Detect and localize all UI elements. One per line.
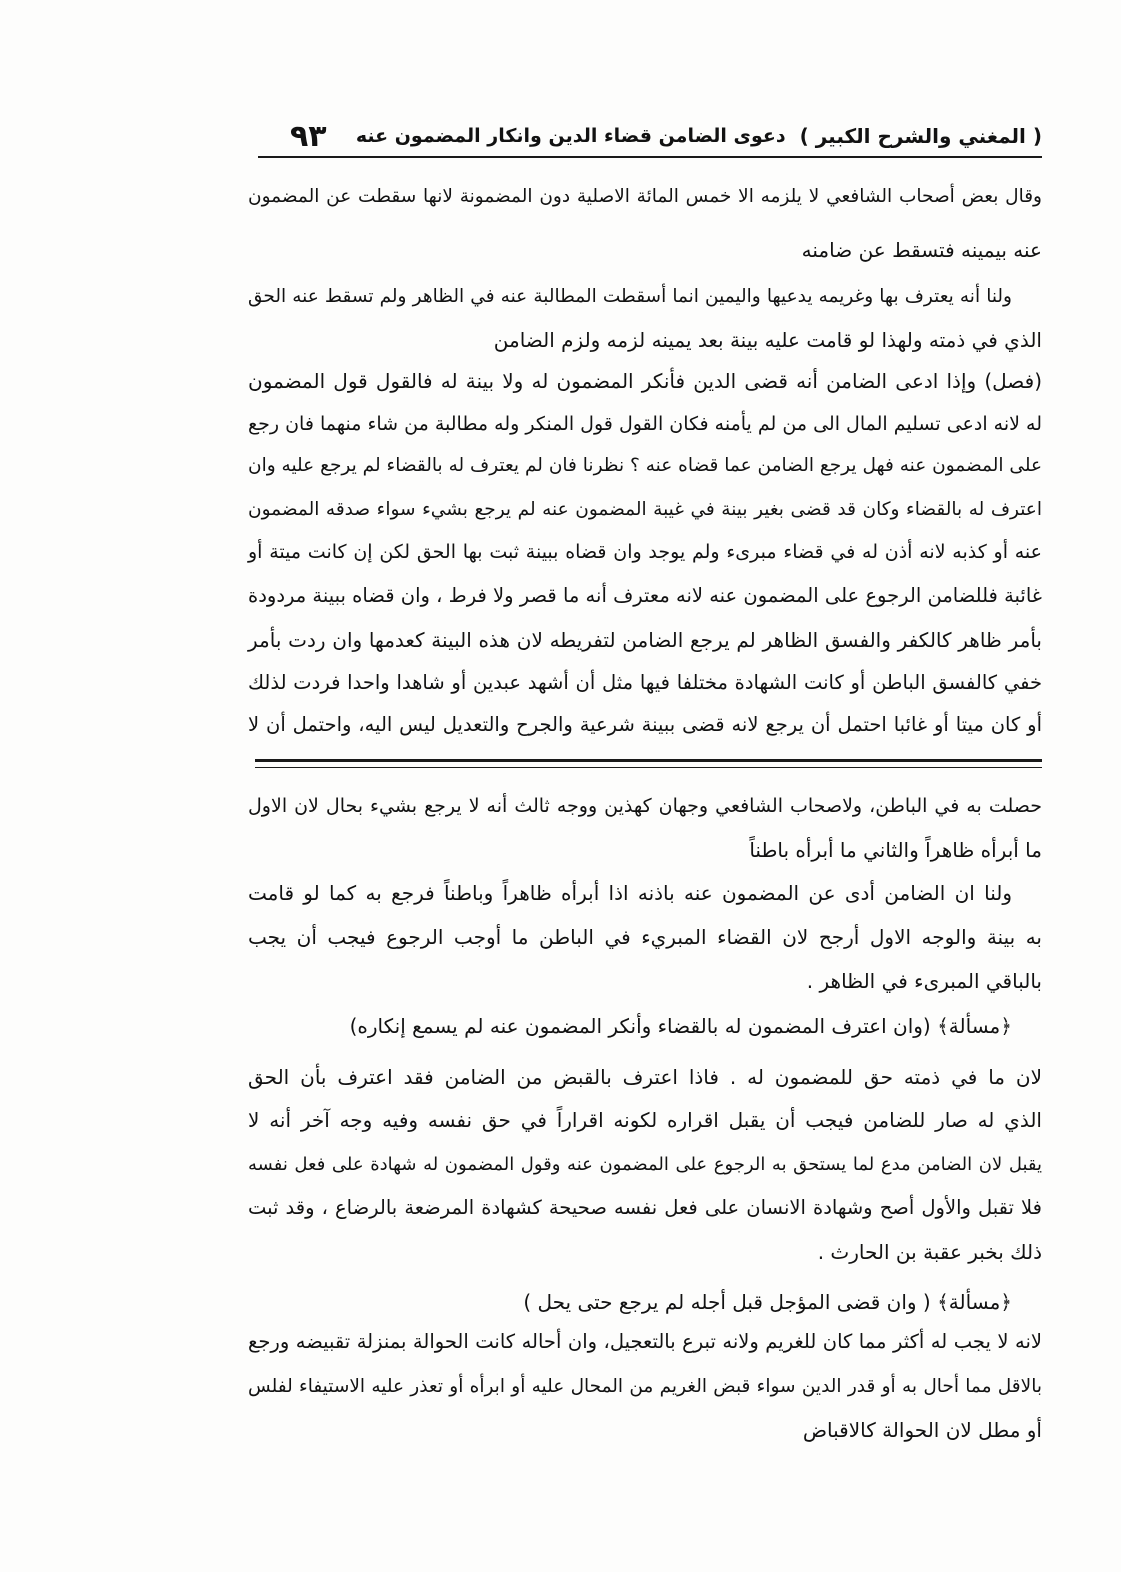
upper-text-line: الذي في ذمته ولهذا لو قامت عليه بينة بعد يمينه لزمه ولزم الضامن	[493, 328, 1042, 352]
upper-text-line: وقال بعض أصحاب الشافعي لا يلزمه الا خمس المائة الاصلية دون المضمونة لانها سقطت عن المضمون	[248, 186, 1042, 207]
upper-text-line: أو كان ميتا أو غائبا احتمل أن يرجع لانه قضى ببينة شرعية والجرح والتعديل ليس اليه، واحتمل أن لا	[248, 713, 1042, 736]
upper-text-line: غائبة فللضامن الرجوع على المضمون عنه لانه معترف أنه ما قصر ولا فرط ، وان قضاه ببينة مردودة	[248, 584, 1042, 607]
upper-text-line: له لانه ادعى تسليم المال الى من لم يأمنه فكان القول قول المنكر وله مطالبة من شاء منهما فان رجع	[248, 413, 1042, 435]
lower-text-line: يقبل لان الضامن مدع لما يستحق به الرجوع على المضمون عنه وقول المضمون له شهادة على فعل نفسه	[248, 1154, 1042, 1175]
lower-text-line: الذي له صار للضامن فيجب أن يقبل اقراره لكونه اقراراً في حق نفسه وفيه وجه آخر أنه لا	[248, 1108, 1042, 1132]
section-title: دعوى الضامن قضاء الدين وانكار المضمون عنه	[355, 125, 786, 147]
upper-text-line: (فصل) وإذا ادعى الضامن أنه قضى الدين فأنكر المضمون له ولا بينة له فالقول قول المضمون	[248, 369, 1042, 393]
upper-text-line: عنه أو كذبه لانه أذن له في قضاء مبرىء ولم يوجد وان قضاه ببينة ثبت بها الحق لكن إن كانت ميتة أو	[248, 541, 1042, 563]
upper-text-line: خفي كالفسق الباطن أو كانت الشهادة مختلفا فيها مثل أن أشهد عبدين أو شاهدا واحدا فردت لذلك	[248, 671, 1042, 694]
mas-ala-heading: ﴿مسألة﴾ ( وان قضى المؤجل قبل أجله لم يرجع حتى يحل )	[523, 1290, 1012, 1314]
lower-text-line: به بينة والوجه الاول أرجح لان القضاء المبريء في الباطن ما أوجب الرجوع فيجب أن يجب	[248, 925, 1042, 949]
lower-text-line: أو مطل لان الحوالة كالاقباض	[802, 1418, 1042, 1442]
upper-text-line: عنه بيمينه فتسقط عن ضامنه	[801, 238, 1042, 262]
lower-text-line: فلا تقبل والأول أصح وشهادة الانسان على فعل نفسه صحيحة كشهادة المرضعة بالرضاع ، وقد ثبت	[248, 1196, 1042, 1219]
lower-text-line: حصلت به في الباطن، ولاصحاب الشافعي وجهان كهذين ووجه ثالث أنه لا يرجع بشيء بحال لان الاول	[248, 795, 1042, 817]
lower-text-line: لانه لا يجب له أكثر مما كان للغريم ولانه تبرع بالتعجيل، وان أحاله كانت الحوالة بمنزلة تقبيضه ورجع	[248, 1330, 1042, 1353]
lower-text-line: بالباقي المبرىء في الظاهر .	[806, 969, 1042, 993]
upper-text-line: على المضمون عنه فهل يرجع الضامن عما قضاه عنه ؟ نظرنا فان لم يعترف له بالقضاء لم يرجع عليه وان	[248, 455, 1042, 476]
lower-text-line: لان ما في ذمته حق للمضمون له . فاذا اعترف بالقبض من الضامن فقد اعترف بأن الحق	[248, 1065, 1042, 1089]
lower-text-line: ذلك بخبر عقبة بن الحارث .	[817, 1240, 1042, 1264]
upper-text-line: اعترف له بالقضاء وكان قد قضى بغير بينة في غيبة المضمون عنه لم يرجع بشيء سواء صدقه المضمون	[248, 499, 1042, 520]
book-title: ( المغني والشرح الكبير )	[799, 124, 1042, 148]
header-rule	[258, 156, 1042, 158]
lower-text-line: ما أبرأه ظاهراً والثاني ما أبرأه باطناً	[749, 838, 1042, 862]
upper-text-line: ولنا أنه يعترف بها وغريمه يدعيها واليمين انما أسقطت المطالبة عنه في الظاهر ولم تسقط عنه الحق	[248, 286, 1012, 307]
section-separator	[255, 759, 1042, 768]
upper-text-line: بأمر ظاهر كالكفر والفسق الظاهر لم يرجع الضامن لتفريطه لان هذه البينة كعدمها وان ردت بأمر	[248, 628, 1042, 652]
lower-text-line: بالاقل مما أحال به أو قدر الدين سواء قبض الغريم من المحال عليه أو ابرأه أو تعذر عليه الاستيفاء لفلس	[248, 1376, 1042, 1397]
lower-text-line: ولنا ان الضامن أدى عن المضمون عنه باذنه اذا أبرأه ظاهراً وباطناً فرجع به كما لو قامت	[248, 881, 1012, 905]
page-header	[258, 118, 1042, 154]
mas-ala-heading: ﴿مسألة﴾ (وان اعترف المضمون له بالقضاء وأنكر المضمون عنه لم يسمع إنكاره)	[349, 1014, 1012, 1038]
page-number: ٩٣	[290, 118, 327, 154]
